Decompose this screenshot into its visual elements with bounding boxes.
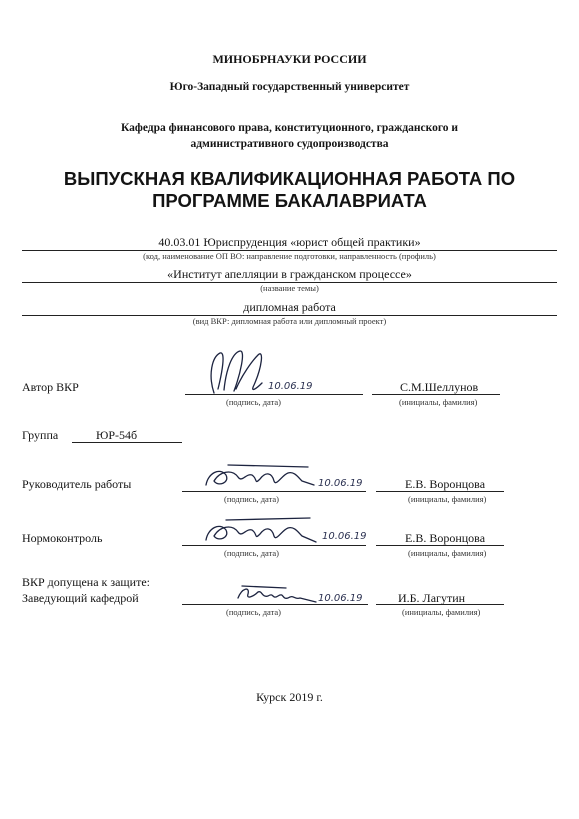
normcontrol-date: 10.06.19 bbox=[322, 531, 367, 542]
document-title-line-2: ПРОГРАММЕ БАКАЛАВРИАТА bbox=[152, 190, 427, 211]
author-date: 10.06.19 bbox=[268, 381, 313, 392]
author-label: Автор ВКР bbox=[22, 380, 79, 394]
admission-label-line-1: ВКР допущена к защите: bbox=[22, 575, 150, 589]
supervisor-sign-caption: (подпись, дата) bbox=[224, 494, 280, 504]
author-sign-caption: (подпись, дата) bbox=[226, 397, 282, 407]
ministry-heading: МИНОБРНАУКИ РОССИИ bbox=[212, 52, 367, 66]
topic-value: «Институт апелляции в гражданском процессе» bbox=[167, 267, 412, 281]
admission-sign-caption: (подпись, дата) bbox=[226, 607, 282, 617]
university-name: Юго-Западный государственный университет bbox=[169, 81, 410, 93]
supervisor-date: 10.06.19 bbox=[318, 478, 363, 489]
department-line-1: Кафедра финансового права, конституционного, гражданского и bbox=[120, 122, 459, 134]
author-name-caption: (инициалы, фамилия) bbox=[399, 397, 478, 407]
supervisor-name: Е.В. Воронцова bbox=[405, 477, 486, 491]
normcontrol-name: Е.В. Воронцова bbox=[405, 531, 486, 545]
group-value: ЮР-54б bbox=[96, 428, 138, 442]
supervisor-signature bbox=[198, 455, 326, 497]
group-label: Группа bbox=[22, 428, 59, 442]
author-name: С.М.Шеллунов bbox=[400, 380, 479, 394]
program-caption: (код, наименование ОП ВО: направление подготовки, направленность (профиль) bbox=[143, 251, 436, 261]
supervisor-label: Руководитель работы bbox=[22, 477, 132, 491]
admission-date: 10.06.19 bbox=[318, 593, 363, 604]
admission-name: И.Б. Лагутин bbox=[398, 591, 466, 605]
department-line-2: административного судопроизводства bbox=[190, 138, 389, 150]
normcontrol-signature bbox=[198, 508, 326, 552]
work-type-value: дипломная работа bbox=[243, 300, 336, 314]
program-value: 40.03.01 Юриспруденция «юрист общей практики» bbox=[158, 235, 421, 249]
city-year-footer: Курск 2019 г. bbox=[256, 690, 323, 704]
admission-signature bbox=[232, 580, 322, 610]
topic-caption: (название темы) bbox=[260, 283, 319, 293]
author-name-line bbox=[372, 394, 500, 395]
normcontrol-name-line bbox=[376, 545, 504, 546]
work-type-caption: (вид ВКР: дипломная работа или дипломный проект) bbox=[192, 316, 387, 326]
supervisor-name-line bbox=[376, 491, 504, 492]
admission-name-line bbox=[376, 604, 504, 605]
document-title-line-1: ВЫПУСКНАЯ КВАЛИФИКАЦИОННАЯ РАБОТА ПО bbox=[63, 168, 516, 189]
admission-name-caption: (инициалы, фамилия) bbox=[402, 607, 481, 617]
normcontrol-label: Нормоконтроль bbox=[22, 531, 103, 545]
admission-label-line-2: Заведующий кафедрой bbox=[22, 591, 139, 605]
normcontrol-name-caption: (инициалы, фамилия) bbox=[408, 548, 487, 558]
normcontrol-sign-caption: (подпись, дата) bbox=[224, 548, 280, 558]
supervisor-name-caption: (инициалы, фамилия) bbox=[408, 494, 487, 504]
